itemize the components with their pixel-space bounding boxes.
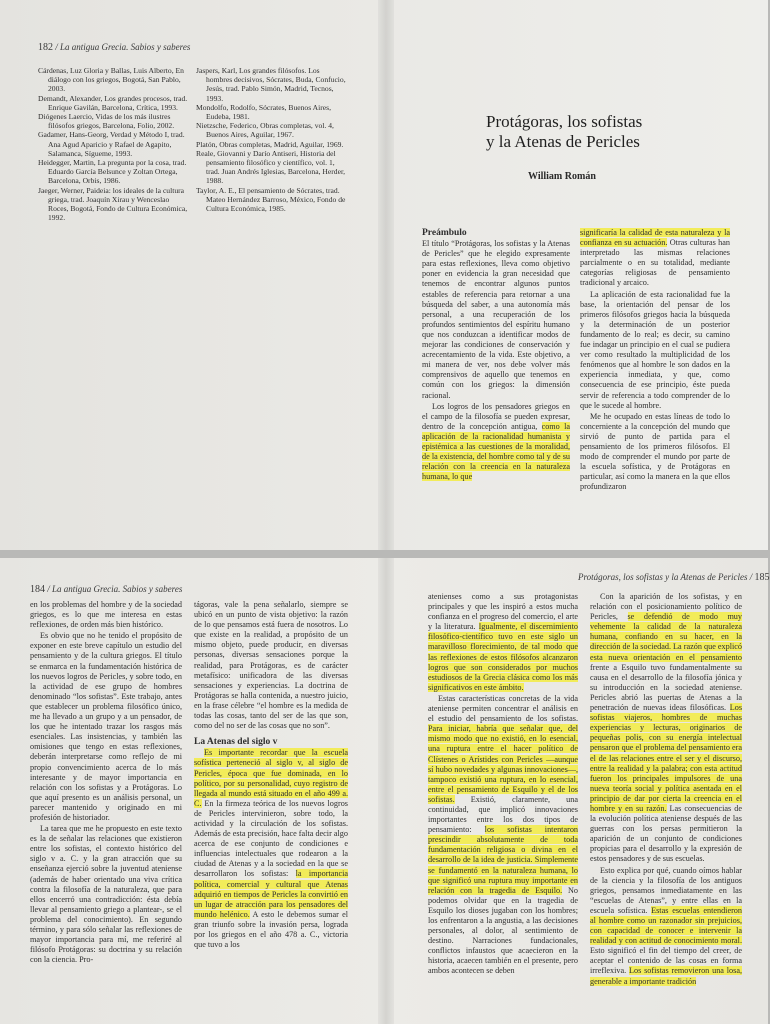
highlighted-text: Para iniciar, habría que señalar que, del mismo modo que no existió, en lo esencial, una ruptura entre el hacer político de Clístenes o Arístides con Pericles —aunque sí hubo novedades y algunas innovaciones—, tampoco existió una ruptura, en lo esencial, entre el pensamiento de Esquilo y el de los sofistas. xyxy=(428,724,578,804)
paragraph xyxy=(428,592,578,693)
text-run: Esto significó el fin del tiempo del creer, de aceptar el contenido de las cosas en forma irreflexiva. xyxy=(590,946,742,976)
text-run: A esto le debemos sumar el gran triunfo sobre la invasión persa, lograda por los griegos en el año 478 a. C., victoria que tuvo a los xyxy=(194,909,348,950)
paragraph xyxy=(590,592,742,865)
chapter-title-line: Protágoras, los sofistas xyxy=(486,112,643,131)
running-head-182: 182 / La antigua Grecia. Sabios y saberes xyxy=(38,42,191,53)
text-run: Las consecuencias de la evolución política ateniense después de las guerras con los persas permitieron la aparición de un conjunto de condiciones propicias para el desarrollo y la expresión de estos pensadores y de sus escuelas. xyxy=(590,803,742,864)
text-run: Esto explica por qué, cuando oímos hablar de la ciencia y la filosofía de los antiguos griegos, pensamos inmediatamente en las “escuelas de Atenas”, y entre ellas en la escuela sofística. xyxy=(590,865,742,915)
bib-entry: Platón, Obras completas, Madrid, Aguilar, 1969. xyxy=(196,139,344,149)
bib-entry: Jaeger, Werner, Paideia: los ideales de la cultura griega, trad. Joaquín Xirau y Wenceslao Roces, Bogotá, Fondo de Cultura Económica, 1992. xyxy=(38,185,188,223)
text-run: Los logros de los pensadores griegos en el campo de la filosofía se pueden expresar, dentro de la concepción antigua, xyxy=(422,401,570,431)
paragraph xyxy=(194,748,348,950)
running-head-185: Protágoras, los sofistas y la Atenas de Pericles / 185 xyxy=(578,572,770,583)
book-gutter xyxy=(378,558,394,1024)
paragraph: La tarea que me he propuesto en este texto es la de señalar las relaciones que existieron entre los sofistas, el contexto histórico del siglo v a. C. y la gran atracción que su enseñanza ejerció sobre la juventud ateniense (además de haber orientado una viva crítica contra la filosofía de la naturaleza, que para ellos encerró una contradicción: ésta debía llevar al pensamiento griego a plantear-, se el problema del conocimiento). En segundo término, y para sólo señalar las reflexiones de mayor importancia para mí, me referiré al filósofo Protágoras: su doctrina y su relación con la ciencia. Pro- xyxy=(30,824,182,965)
text-run: Existió, claramente, una continuidad, que implicó innovaciones importantes entre los dos tipos de pensamiento: xyxy=(428,794,578,835)
text-run: No podemos olvidar que en la tragedia de Esquilo los dioses jugaban con los hombres; los enfrentaron a la angustia, a las decisiones personales, al dolor, al sentimiento de destino. Narraciones fundacionales, conflictos infaustos que acaecieron en la historia, acaecen también en el presente, pero ambos acontecen se deben xyxy=(428,885,578,976)
highlighted-text: Los sofistas viajeros, hombres de muchas experiencias y lecturas, originarios de pequeñas polis, con su energía intelectual pensaron que el problema del pensamiento era el de las relaciones entre el ser y el discurso, entre la realidad y la palabra; con esta actitud fueron los principales impulsores de una nueva teoría social y política asentada en el principio de dar por cierta la creencia en el hombre y en su razón. xyxy=(590,703,742,813)
bib-entry: Nietzsche, Federico, Obras completas, vol. 4, Buenos Aires, Aguilar, 1967. xyxy=(196,121,334,140)
text-run: En la firmeza teórica de los nuevos logros de Pericles intervinieron, sobre todo, la actividad y la circulación de los sofistas. Además de esta precisión, hace falta decir algo acerca de ese conjunto de condiciones e influencias intelectuales que rodearon a la ciudad de Atenas y a la sociedad en la que se desarrollaron los sofistas: xyxy=(194,798,348,879)
bibliography-column-2 xyxy=(196,66,346,213)
page-number: 184 xyxy=(30,584,45,595)
bib-entry: Cárdenas, Luz Gloria y Ballas, Luis Alberto, En diálogo con los griegos, Bogotá, San Pablo, 2003. xyxy=(38,66,184,94)
chapter-author: William Román xyxy=(528,171,596,182)
bottom-spread xyxy=(0,558,768,1024)
highlighted-text: Es importante recordar que la escuela sofística perteneció al siglo v, al siglo de Pericles, época que fue dominada, en lo político, por su personalidad, cuyo registro de llegada al mundo está situado en el año 499 a. C. xyxy=(194,748,348,808)
text-run: atenienses como a sus protagonistas principales y que les inspiró a estos mucha confianza en el progreso del comercio, el arte y la literatura. xyxy=(428,592,578,632)
paragraph xyxy=(422,402,570,483)
text-column-right xyxy=(580,228,730,493)
running-head-title: La antigua Grecia. Sabios y saberes xyxy=(60,42,191,52)
bib-entry: Demandt, Alexander, Los grandes procesos, trad. Enrique Gavilán, Barcelona, Crítica, 1993. xyxy=(38,93,188,112)
text-run: Estas características concretas de la vida ateniense permiten concentrar el análisis en el estudio del pensamiento de los sofistas. xyxy=(428,693,578,724)
paragraph: Me he ocupado en estas líneas de todo lo concerniente a la concepción del mundo que sirvió de punto de partida para el pensamiento de los primeros filósofos. El modo de comprender el mundo por parte de la escuela sofística, y de Protágoras en particular, así como la manera en la que ellos profundizaron xyxy=(580,411,730,492)
page-number: 182 xyxy=(38,42,53,53)
highlighted-text: Estas escuelas entendieron al hombre como un razonador sin prejuicios, con capacidad de conocer e intervenir la realidad y con actitud de conocimiento moral. xyxy=(590,905,742,946)
highlighted-text: Igualmente, el discernimiento filosófico-científico tuvo en este siglo un maravilloso florecimiento, de tal modo que las reflexiones de estos filósofos alcanzaron logros que son considerados por muchos estudiosos de la Grecia clásica como los más significativos en este ámbito. xyxy=(428,622,578,692)
text-run: frente a Esquilo tuvo fundamentalmente su causa en el desarrollo de la filosofía jónica y su introducción en la sociedad ateniense. Pericles abrió las puertas de Atenas a la penetración de nuevas ideas filosóficas. xyxy=(590,662,742,713)
section-heading: Preámbulo xyxy=(422,228,467,238)
paragraph xyxy=(428,694,578,977)
highlighted-text: los sofistas intentaron prescindir absolutamente de toda fundamentación religiosa o divina en el desarrollo de la idea de justicia. Simplemente se fundamentó en la naturaleza humana, lo que significó una ruptura muy importante en relación con la tragedia de Esquilo. xyxy=(428,825,579,895)
text-column-184-left xyxy=(30,600,182,966)
bibliography-column-1 xyxy=(38,66,188,222)
paragraph xyxy=(580,228,730,289)
paragraph xyxy=(590,866,742,987)
highlighted-text: como la aplicación de la racionalidad humanista y epistémica a las cuestiones de la moralidad, de la existencia, del hombre como tal y de su relación con la creencia en la naturaleza humana, lo que xyxy=(422,421,570,482)
bib-entry: Reale, Giovanni y Darío Antiseri, Historia del pensamiento filosófico y científico, vol. 1, trad. Juan Andrés Iglesias, Barcelona, Herder, 1988. xyxy=(196,148,346,186)
highlighted-text: significaría la calidad de esta naturaleza y la confianza en su actuación. xyxy=(580,228,730,248)
highlighted-text: la importancia política, comercial y cultural que Atenas adquirió en tiempos de Pericles la convirtió en un lugar de atracción para los pensadores del mundo helénico. xyxy=(194,869,348,919)
running-head-title: La antigua Grecia. Sabios y saberes xyxy=(52,584,183,594)
text-column-184-right xyxy=(194,600,348,951)
bib-entry: Heidegger, Martin, La pregunta por la cosa, trad. Eduardo García Belsunce y Zoltan Ortega, Barcelona, Orbis, 1986. xyxy=(38,158,187,186)
running-head-title: Protágoras, los sofistas y la Atenas de Pericles xyxy=(578,572,748,582)
paragraph: La aplicación de esta racionalidad fue la base, la orientación del pensar de los primeros filósofos griegos hacia la búsqueda y la determinación de un posterior fundamento de lo real; es decir, su camino fue indagar un principio en el cual se pudiera ver como resultado la multiplicidad de los fenómenos que al hombre le son dados en la experiencia inmediata, y que, como consecuencia de ese principio, éste pueda servir de referencia a todo comprender de lo que le sucede al hombre. xyxy=(580,289,730,410)
section-heading: La Atenas del siglo v xyxy=(194,737,278,748)
text-run: Otras culturas han interpretado las mismas relaciones parcialmente o en su totalidad, mediante categorías religiosas de pensamiento tradicional y arcaico. xyxy=(580,238,730,288)
chapter-title xyxy=(486,112,642,152)
page-number: 185 xyxy=(754,572,770,583)
highlighted-text: se defendió de modo muy vehemente la calidad de la naturaleza humana, confiando en su hacer, en la dirección de la sociedad. La razón que explicó esta nueva orientación en el pensamiento xyxy=(590,612,742,662)
text-column-185-left xyxy=(428,592,578,978)
bib-entry: Jaspers, Karl, Los grandes filósofos. Los hombres decisivos, Sócrates, Buda, Confucio, Jesús, trad. Pablo Simón, Madrid, Tecnos, 1993. xyxy=(196,66,346,103)
bib-entry: Mondolfo, Rodolfo, Sócrates, Buenos Aires, Eudeba, 1981. xyxy=(196,102,331,122)
paragraph: tágoras, vale la pena señalarlo, siempre se ubicó en un punto de vista objetivo: la razón de lo que pensamos está fuera de nosotros. Lo que existe en la realidad, a propósito de un mismo objeto, puede producir, en diversas personas, diversas sensaciones porque la realidad, para Protágoras, es de carácter metafísico: unificadora de las diversas sensaciones y experiencias. La doctrina de Protágoras se halla contenida, a nuestro juicio, en la frase célebre “el hombre es la medida de todas las cosas, tanto del ser de las que son, como del no ser de las cosas que no son”. xyxy=(194,600,348,731)
paragraph: en los problemas del hombre y de la sociedad griegos, es lo que me interesa en estas reflexiones, de orden más bien histórico. xyxy=(30,600,182,630)
paragraph: El título “Protágoras, los sofistas y la Atenas de Pericles” que he elegido expresamente para estas reflexiones, lleva como objetivo poner en evidencia la gran necesidad que tenemos de encontrar algunos puntos estables de referencia para retornar a una búsqueda del saber, a una autonomía más personal, a una recuperación de los profundos sentimientos del espíritu humano que nos conduzcan a identificar modos de mejorar las condiciones de conservación y acrecentamiento de la vida. Este objetivo, a mi manera de ver, nos debe volver más comprensivos de aquello que tenemos en común con los griegos: la dimensión racional. xyxy=(422,239,570,400)
bib-entry: Taylor, A. E., El pensamiento de Sócrates, trad. Mateo Hernández Barroso, México, Fondo de Cultura Económica, 1985. xyxy=(196,185,346,214)
bib-entry: Diógenes Laercio, Vidas de los más ilustres filósofos griegos, Barcelona, Folio, 2002. xyxy=(38,112,175,131)
text-column-preambulo xyxy=(422,228,570,483)
text-column-185-right xyxy=(590,592,742,988)
paragraph: Es obvio que no he tenido el propósito de exponer en este breve capítulo un estudio del pensamiento y de la cultura griegos. El título se enmarca en la fundamentación histórica de los nuevos logros de Pericles, y sobre todo, en la actividad de ese grupo de hombres denominado “los sofistas”. Este trabajo, antes que establecer un problema filosófico único, me ha llevado a un grupo y a un pensador, de los que he intentado trazar los rasgos más esenciales. Las insistencias, y también las omisiones que tengo en estas reflexiones, deberán interpretarse como reflejo de mi propio convencimiento acerca de lo más interesante y de mayor importancia en relación con los sofistas y a Protágoras. Lo que aquí presento es un análisis personal, un parecer mantenido y originado en mi profesión de historiador. xyxy=(30,631,182,822)
running-head-184: 184 / La antigua Grecia. Sabios y saberes xyxy=(30,584,183,595)
bib-entry: Gadamer, Hans-Georg, Verdad y Método I, trad. Ana Agud Aparicio y Rafael de Agapito, Salamanca, Sígueme, 1993. xyxy=(38,130,185,158)
text-run: Con la aparición de los sofistas, y en relación con el posicionamiento político de Pericles, xyxy=(590,592,742,622)
book-gutter xyxy=(378,0,394,550)
highlighted-text: Los sofistas removieron una losa, generable a importante tradición xyxy=(590,966,742,986)
chapter-title-line: y la Atenas de Pericles xyxy=(486,132,640,151)
